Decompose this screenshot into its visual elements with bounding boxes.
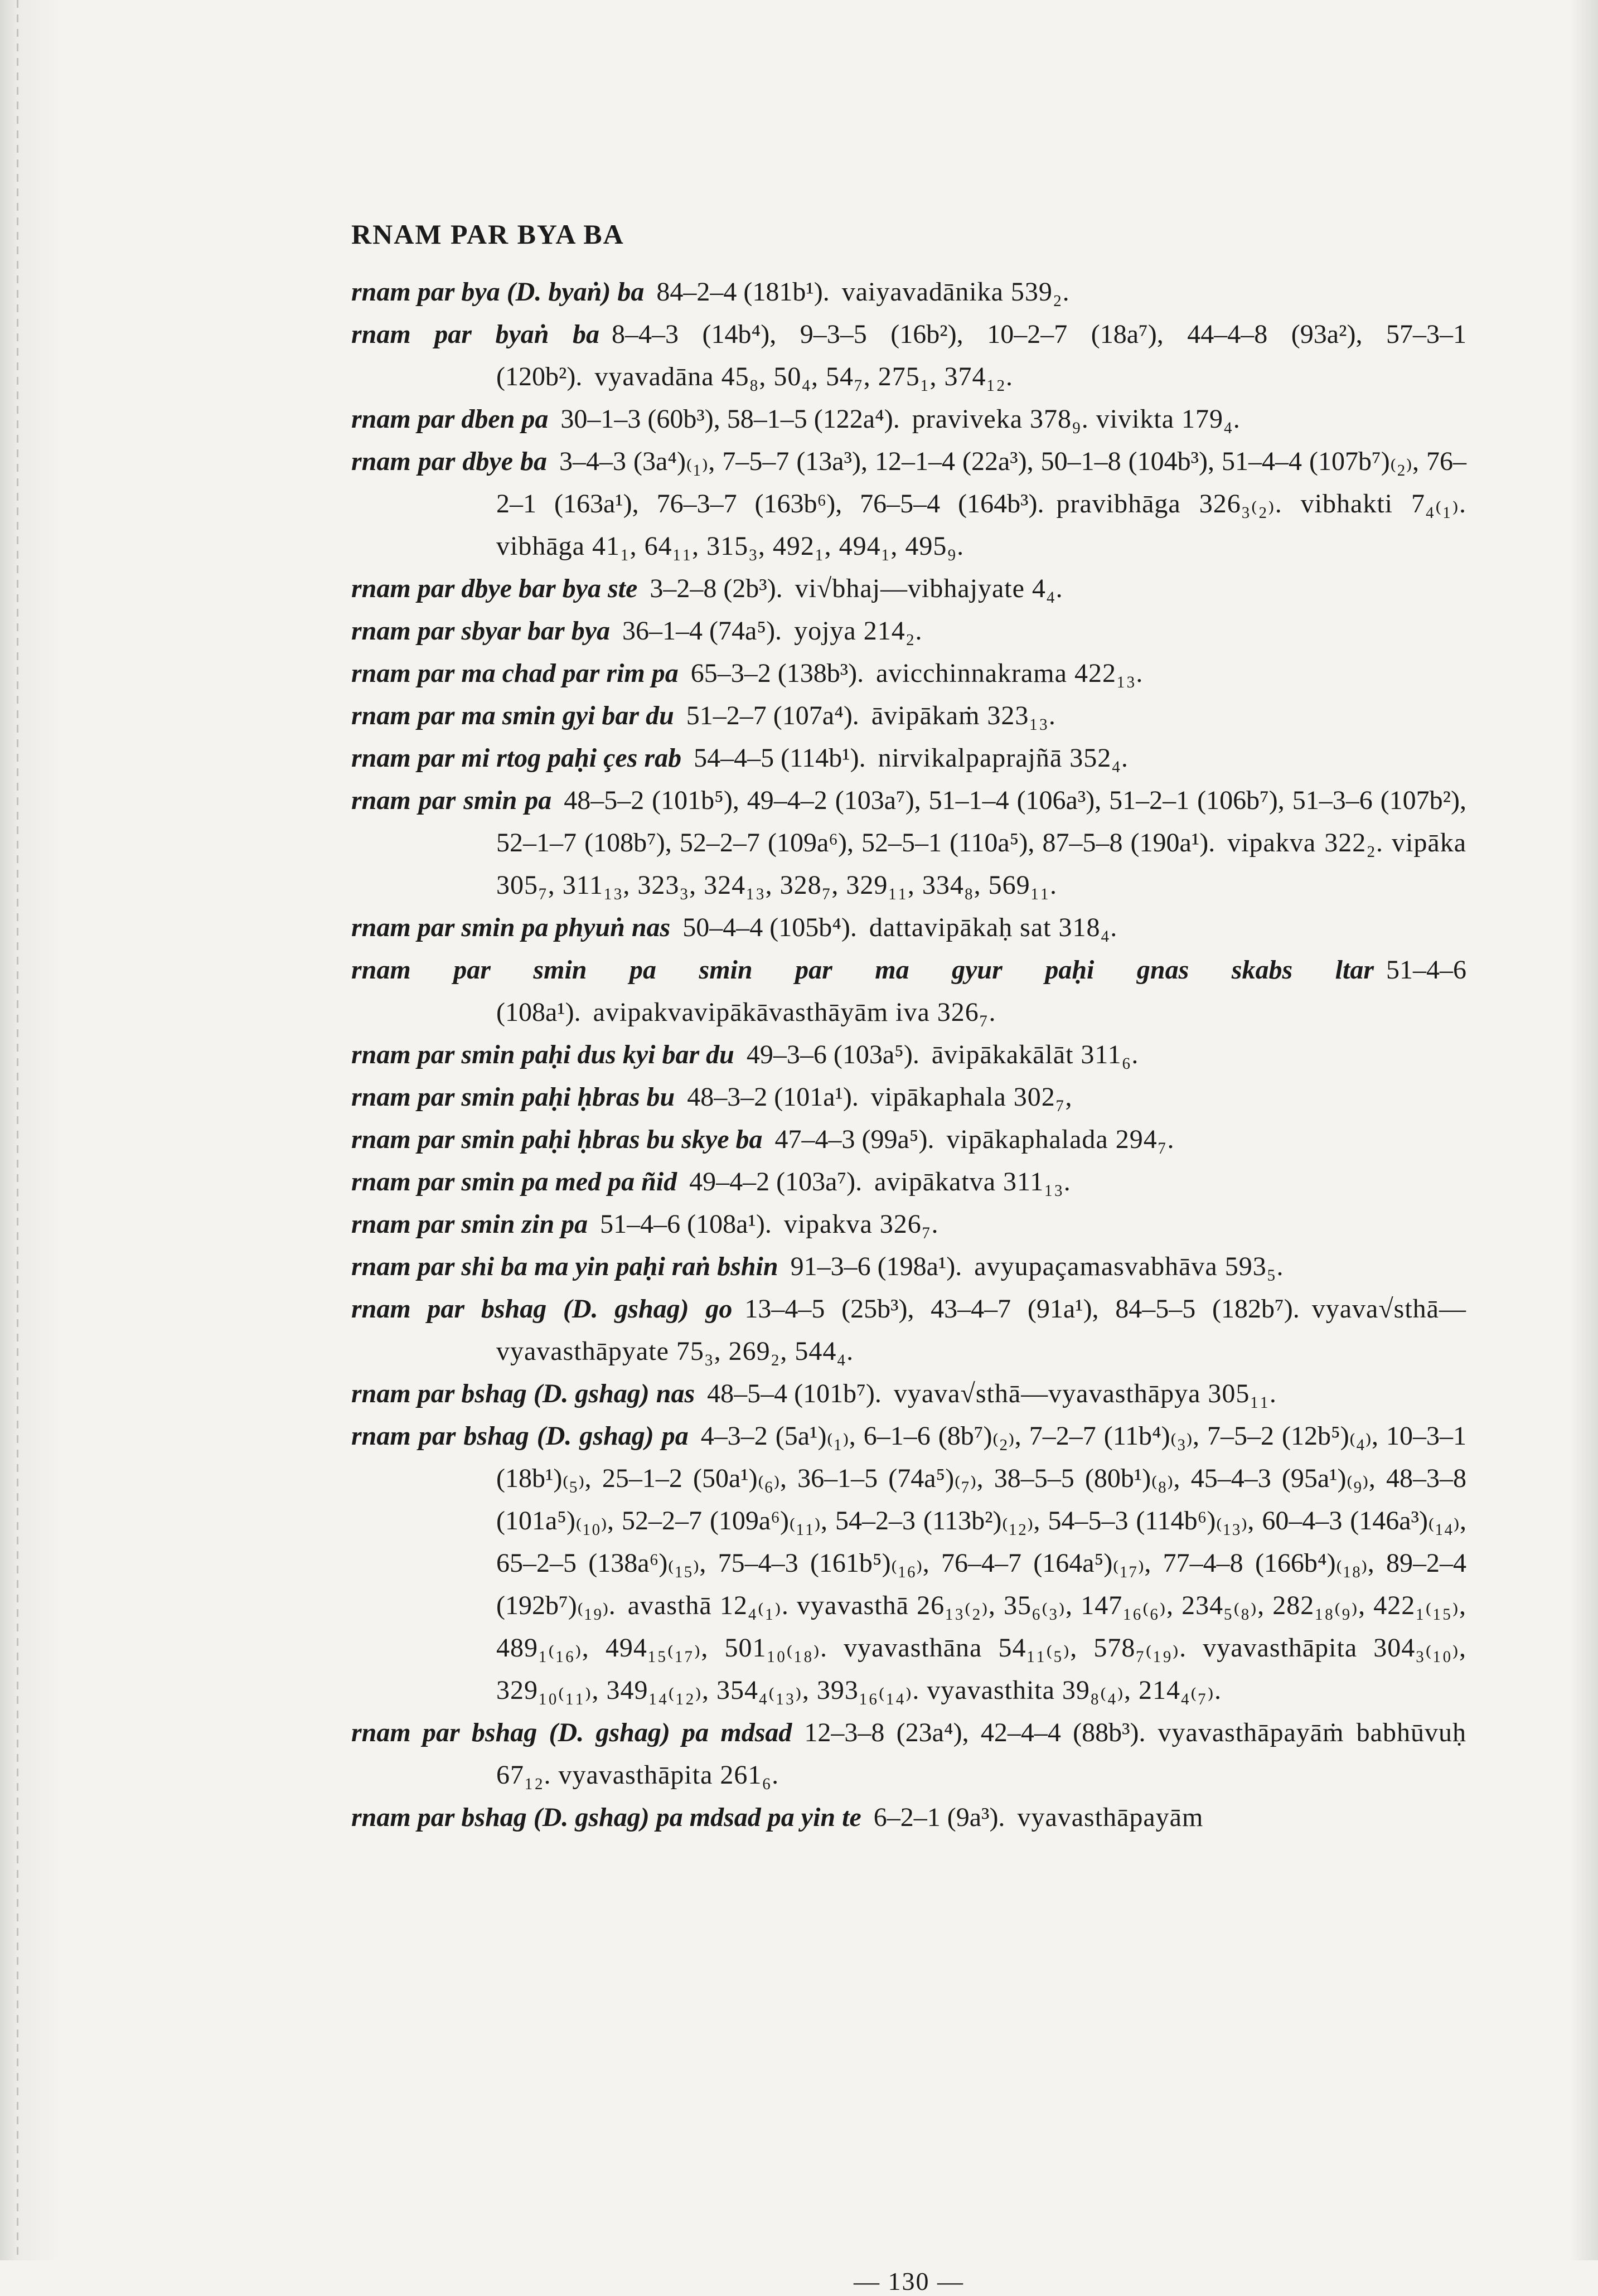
folio-refs: 65–3–2 (138b³). xyxy=(690,658,864,688)
sanskrit-equivalent: dattavipākaḥ sat 318₄. xyxy=(869,913,1118,942)
folio-refs: 6–2–1 (9a³). xyxy=(873,1803,1005,1832)
folio-refs: 49–3–6 (103a⁵). xyxy=(746,1040,919,1069)
dictionary-entry xyxy=(351,949,1466,1034)
dictionary-entry xyxy=(351,737,1466,779)
dictionary-entry xyxy=(351,1076,1466,1118)
tibetan-term: rnam par bshag (D. gshag) nas xyxy=(351,1379,695,1408)
tibetan-term: rnam par smin pa smin par ma gyur paḥi gnas skabs ltar xyxy=(351,955,1374,985)
sanskrit-equivalent: yojya 214₂. xyxy=(794,616,923,646)
tibetan-term: rnam par smin paḥi ḥbras bu xyxy=(351,1082,675,1112)
dictionary-entry xyxy=(351,1796,1466,1839)
sanskrit-equivalent: vi√bhaj—vibhajyate 4₄. xyxy=(795,574,1063,603)
folio-refs: 13–4–5 (25b³), 43–4–7 (91a¹), 84–5–5 (182b⁷). xyxy=(744,1294,1300,1324)
folio-refs: 49–4–2 (103a⁷). xyxy=(689,1167,863,1197)
folio-refs: 47–4–3 (99a⁵). xyxy=(774,1125,934,1154)
dictionary-entry xyxy=(351,1034,1466,1076)
dictionary-entry xyxy=(351,398,1466,440)
sanskrit-equivalent: avipākatva 311₁₃. xyxy=(874,1167,1071,1197)
dictionary-page xyxy=(351,212,1467,2295)
dictionary-entry xyxy=(351,1415,1466,1712)
sanskrit-equivalent: vipākaphala 302₇, xyxy=(870,1082,1073,1112)
tibetan-term: rnam par ma chad par rim pa xyxy=(351,658,679,688)
tibetan-term: rnam par sbyar bar bya xyxy=(351,616,611,646)
folio-refs: 48–3–2 (101a¹). xyxy=(687,1082,859,1112)
sanskrit-equivalent: āvipākaṁ 323₁₃. xyxy=(871,701,1056,730)
dictionary-entry xyxy=(351,1373,1466,1415)
sanskrit-equivalent: vipākaphalada 294₇. xyxy=(946,1125,1175,1154)
tibetan-term: rnam par smin pa xyxy=(351,786,552,815)
folio-refs: 54–4–5 (114b¹). xyxy=(694,743,866,773)
sanskrit-equivalent: vyavadāna 45₈, 50₄, 54₇, 275₁, 374₁₂. xyxy=(594,362,1013,391)
sanskrit-equivalent: avyupaçamasvabhāva 593₅. xyxy=(974,1252,1284,1281)
scan-margin-left xyxy=(0,0,61,2260)
running-header: RNAM PAR BYA BA xyxy=(351,219,624,250)
folio-refs: 84–2–4 (181b¹). xyxy=(656,277,830,307)
tibetan-term: rnam par smin zin pa xyxy=(351,1209,588,1239)
tibetan-term: rnam par dben pa xyxy=(351,404,549,434)
tibetan-term: rnam par bshag (D. gshag) pa mdsad xyxy=(351,1718,792,1747)
tibetan-term: rnam par byaṅ ba xyxy=(351,319,599,349)
dictionary-entry xyxy=(351,907,1466,949)
tibetan-term: rnam par bshag (D. gshag) go xyxy=(351,1294,733,1324)
sanskrit-equivalent: pravibhāga 326₃₍₂₎. vibhakti 7₄₍₁₎. vibhāga 41₁, 64₁₁, 315₃, 492₁, 494₁, 495₉. xyxy=(496,489,1466,561)
dictionary-entry xyxy=(351,610,1466,652)
folio-refs: 48–5–4 (101b⁷). xyxy=(707,1379,882,1408)
folio-refs: 36–1–4 (74a⁵). xyxy=(622,616,782,646)
tibetan-term: rnam par ma smin gyi bar du xyxy=(351,701,674,730)
sanskrit-equivalent: vipakva 322₂. vipāka 305₇, 311₁₃, 323₃, 324₁₃, 328₇, 329₁₁, 334₈, 569₁₁. xyxy=(496,828,1466,900)
dictionary-entry xyxy=(351,1161,1466,1203)
folio-refs: 51–4–6 (108a¹). xyxy=(496,955,1466,1027)
folio-refs: 51–4–6 (108a¹). xyxy=(600,1209,772,1239)
sanskrit-equivalent: vipakva 326₇. xyxy=(783,1209,939,1239)
tibetan-term: rnam par bshag (D. gshag) pa mdsad pa yin te xyxy=(351,1803,861,1832)
folio-refs: 12–3–8 (23a⁴), 42–4–4 (88b³). xyxy=(804,1718,1146,1747)
dictionary-entry xyxy=(351,1203,1466,1246)
folio-refs: 4–3–2 (5a¹)₍₁₎, 6–1–6 (8b⁷)₍₂₎, 7–2–7 (11b⁴)₍₃₎, 7–5–2 (12b⁵)₍₄₎, 10–3–1 (18b¹)₍₅₎, 25–1–2 (50a¹)₍₆₎, 36–1–5 (74a⁵)₍₇₎, 38–5–5 (80b¹)₍₈₎, 45–4–3 (95a¹)₍₉₎, 48–3–8 (101a⁵)₍₁₀₎, 52–2–7 (109a⁶)₍₁₁₎, 54–2–3 (113b²)₍₁₂₎, 54–5–3 (114b⁶)₍₁₃₎, 60–4–3 (146a³)₍₁₄₎, 65–2–5 (138a⁶)₍₁₅₎, 75–4–3 (161b⁵)₍₁₆₎, 76–4–7 (164a⁵)₍₁₇₎, 77–4–8 (166b⁴)₍₁₈₎, 89–2–4 (192b⁷)₍₁₉₎. xyxy=(496,1421,1466,1620)
sanskrit-equivalent: āvipākakālāt 311₆. xyxy=(931,1040,1139,1069)
tibetan-term: rnam par dbye bar bya ste xyxy=(351,574,638,603)
sanskrit-equivalent: praviveka 378₉. vivikta 179₄. xyxy=(912,404,1241,434)
dictionary-entry xyxy=(351,695,1466,737)
tibetan-term: rnam par smin pa med pa ñid xyxy=(351,1167,677,1197)
sanskrit-equivalent: vyavasthāpayām xyxy=(1017,1803,1204,1832)
dictionary-entry xyxy=(351,1712,1466,1796)
sanskrit-equivalent: vaiyavadānika 539₂. xyxy=(841,277,1070,307)
folio-refs: 51–2–7 (107a⁴). xyxy=(686,701,859,730)
folio-refs: 8–4–3 (14b⁴), 9–3–5 (16b²), 10–2–7 (18a⁷), 44–4–8 (93a²), 57–3–1 (120b²). xyxy=(496,319,1467,391)
dictionary-entry xyxy=(351,271,1466,313)
tibetan-term: rnam par smin paḥi dus kyi bar du xyxy=(351,1040,734,1069)
tibetan-term: rnam par bya (D. byaṅ) ba xyxy=(351,277,645,307)
dictionary-entry xyxy=(351,779,1466,907)
folio-refs: 3–2–8 (2b³). xyxy=(650,574,783,603)
tibetan-term: rnam par smin pa phyuṅ nas xyxy=(351,913,671,942)
tibetan-term: rnam par bshag (D. gshag) pa xyxy=(351,1421,689,1451)
folio-refs: 30–1–3 (60b³), 58–1–5 (122a⁴). xyxy=(560,404,900,434)
dictionary-entry xyxy=(351,652,1466,695)
sanskrit-equivalent: avicchinnakrama 422₁₃. xyxy=(876,658,1144,688)
folio-refs: 50–4–4 (105b⁴). xyxy=(682,913,857,942)
entry-list xyxy=(351,271,1466,1839)
tibetan-term: rnam par smin paḥi ḥbras bu skye ba xyxy=(351,1125,763,1154)
dictionary-entry xyxy=(351,568,1466,610)
dictionary-entry xyxy=(351,313,1466,398)
sanskrit-equivalent: nirvikalpaprajñā 352₄. xyxy=(878,743,1129,773)
scan-margin-right xyxy=(1570,0,1598,2260)
sanskrit-equivalent: vyavasthāpayāṁ babhūvuḥ 67₁₂. vyavasthāpita 261₆. xyxy=(496,1718,1466,1790)
dictionary-entry xyxy=(351,1246,1466,1288)
sanskrit-equivalent: vyava√sthā—vyavasthāpyate 75₃, 269₂, 544₄. xyxy=(496,1294,1466,1366)
sanskrit-equivalent: vyava√sthā—vyavasthāpya 305₁₁. xyxy=(893,1379,1277,1408)
dictionary-entry xyxy=(351,1288,1466,1373)
tibetan-term: rnam par dbye ba xyxy=(351,447,547,476)
page-number: — 130 — xyxy=(854,2267,964,2295)
folio-refs: 48–5–2 (101b⁵), 49–4–2 (103a⁷), 51–1–4 (106a³), 51–2–1 (106b⁷), 51–3–6 (107b²), 52–1–7 (108b⁷), 52–2–7 (109a⁶), 52–5–1 (110a⁵), 87–5–8 (190a¹). xyxy=(496,786,1466,858)
folio-refs: 91–3–6 (198a¹). xyxy=(790,1252,962,1281)
sanskrit-equivalent: avipakvavipākāvasthāyām iva 326₇. xyxy=(593,997,996,1027)
folio-refs: 3–4–3 (3a⁴)₍₁₎, 7–5–7 (13a³), 12–1–4 (22a³), 50–1–8 (104b³), 51–4–4 (107b⁷)₍₂₎, 76–2–1 (163a¹), 76–3–7 (163b⁶), 76–5–4 (164b³). xyxy=(496,447,1466,519)
sanskrit-equivalent: avasthā 12₄₍₁₎. vyavasthā 26₁₃₍₂₎, 35₆₍₃₎, 147₁₆₍₆₎, 234₅₍₈₎, 282₁₈₍₉₎, 422₁₍₁₅₎, 489₁₍₁₆₎, 494₁₅₍₁₇₎, 501₁₀₍₁₈₎. vyavasthāna 54₁₁₍₅₎, 578₇₍₁₉₎. vyavasthāpita 304₃₍₁₀₎, 329₁₀₍₁₁₎, 349₁₄₍₁₂₎, 354₄₍₁₃₎, 393₁₆₍₁₄₎. vyavasthita 39₈₍₄₎, 214₄₍₇₎. xyxy=(496,1591,1466,1705)
tibetan-term: rnam par shi ba ma yin paḥi raṅ bshin xyxy=(351,1252,778,1281)
dictionary-entry xyxy=(351,440,1466,568)
dictionary-entry xyxy=(351,1118,1466,1161)
tibetan-term: rnam par mi rtog paḥi çes rab xyxy=(351,743,682,773)
